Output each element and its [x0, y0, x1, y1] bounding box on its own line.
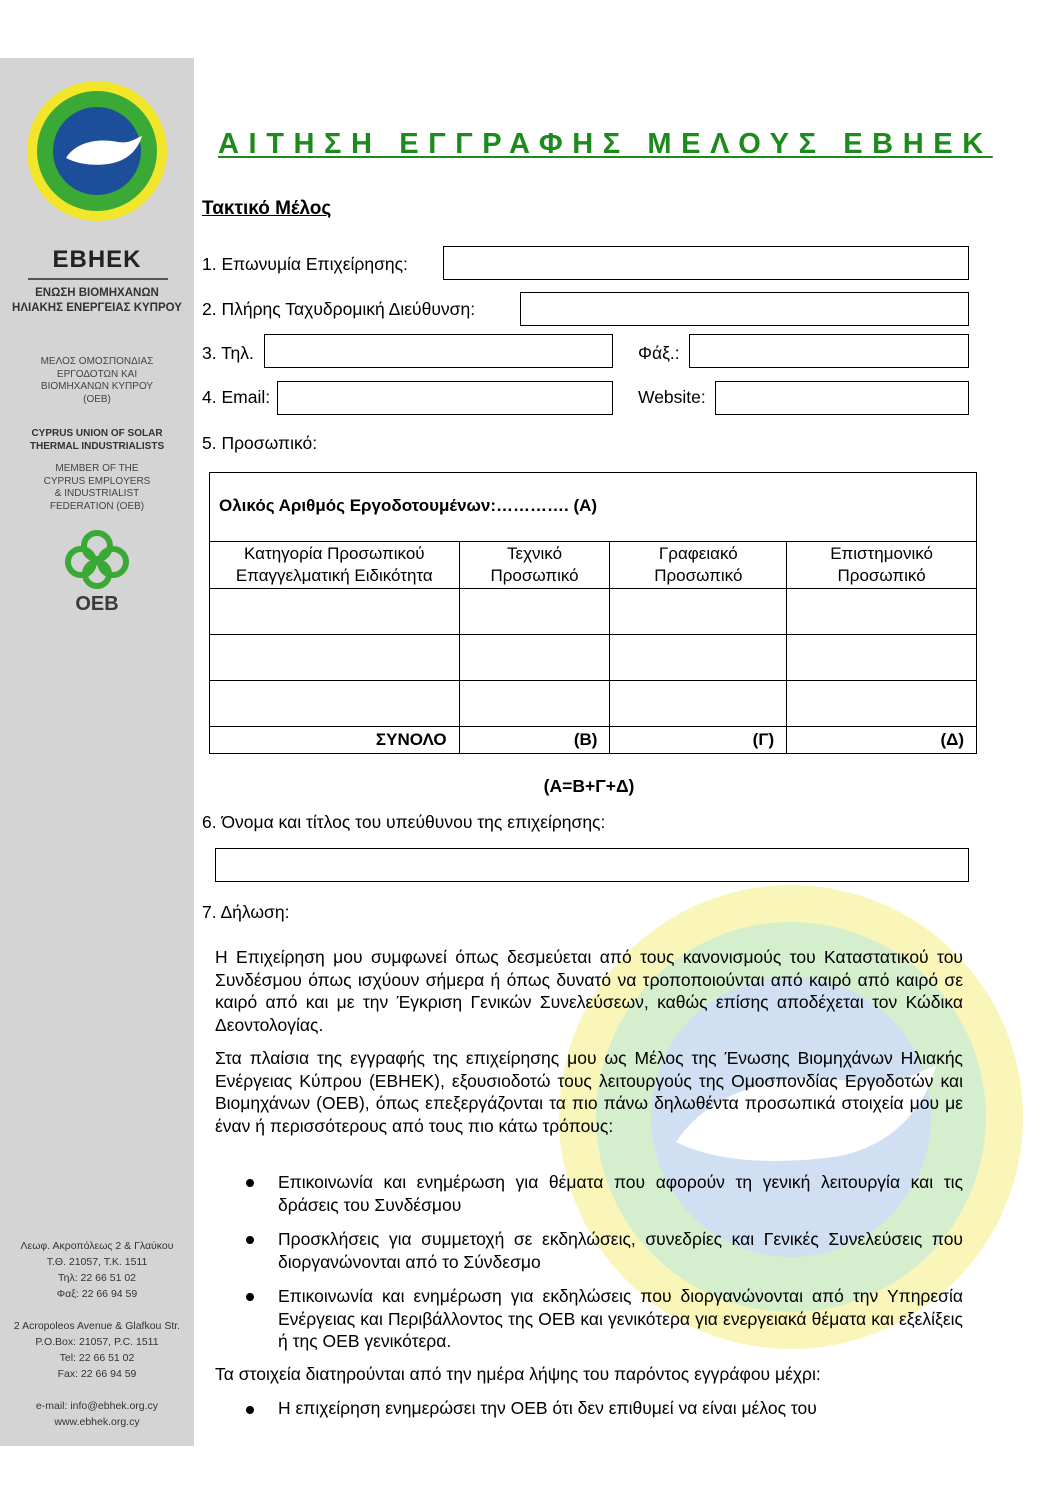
address-line: Λεωφ. Ακροπόλεως 2 & Γλαύκου: [20, 1240, 174, 1252]
declaration-paragraph-1: Η Επιχείρηση μου συμφωνεί όπως δεσμεύεται από τους κανονισμούς του Καταστατικού του Συνδέσμου όπως ισχύουν σήμερα ή όπως δυνατό να τροποποιούνται από καιρό από καιρό σε καιρό από και με την Έγκριση Γενικών Συνελεύσεων, καθώς επίσης αποδέχεται τον Κώδικα Δεοντολογίας.: [215, 947, 963, 1035]
address-line: P.O.Box: 21057, P.C. 1511: [35, 1336, 159, 1348]
postal-address-label: 2. Πλήρης Ταχυδρομική Διεύθυνση:: [202, 299, 476, 319]
total-employees-label: Ολικός Αριθμός Εργοδοτουμένων:…………. (A): [219, 496, 598, 515]
address-line: 2 Acropoleos Avenue & Glafkou Str.: [13, 1320, 181, 1332]
email-label: 4. Email:: [202, 387, 271, 407]
table-row: [210, 589, 977, 635]
table-cell[interactable]: [610, 635, 787, 681]
member-en-line: FEDERATION (OEB): [49, 500, 145, 512]
header-category: Κατηγορία Προσωπικού Επαγγελματική Ειδικότητα: [210, 542, 460, 589]
address-line: Φαξ: 22 66 94 59: [56, 1288, 138, 1300]
membership-english: [0, 463, 194, 513]
total-b-cell[interactable]: (Β): [459, 727, 610, 754]
address-line: Τηλ: 22 66 51 02: [57, 1272, 137, 1284]
table-cell[interactable]: [787, 589, 977, 635]
bullet-icon: [246, 1236, 254, 1244]
responsible-person-label: 6. Όνομα και τίτλος του υπεύθυνου της επιχείρησης:: [202, 812, 606, 832]
org-en-line: CYPRUS UNION OF SOLAR: [31, 428, 163, 439]
address-english: [0, 1318, 194, 1382]
member-gr-line: (ΟΕΒ): [83, 393, 111, 405]
member-en-line: CYPRUS EMPLOYERS: [43, 475, 151, 487]
oeb-logo-icon: [57, 528, 137, 590]
address-line: Fax: 22 66 94 59: [57, 1368, 137, 1380]
staff-label: 5. Προσωπικό:: [202, 433, 318, 453]
staff-table: [209, 541, 977, 754]
table-row: [210, 635, 977, 681]
bullet-icon: [246, 1406, 254, 1414]
contact-info: [0, 1398, 194, 1430]
fax-field[interactable]: [689, 334, 969, 368]
address-line: Tel: 22 66 51 02: [59, 1352, 135, 1364]
form-title: ΑΙΤΗΣΗ ΕΓΓΡΑΦΗΣ ΜΕΛΟΥΣ ΕΒΗΕΚ: [218, 128, 993, 160]
declaration-paragraph-2: Στα πλαίσια της εγγραφής της επιχείρησης μου ως Μέλος της Ένωσης Βιομηχάνων Ηλιακής Ενέργειας Κύπρου (ΕΒΗΕΚ), εξουσιοδοτώ τους λειτουργούς της Ομοσπονδίας Εργοδοτών και Βιομηχάνων (ΟΕΒ), όπως επεξεργάζονται τα πιο πάνω δηλωθέντα προσωπικά στοιχεία μου με έναν ή περισσότερους από τους πιο κάτω τρόπους:: [215, 1048, 963, 1136]
website-link[interactable]: www.ebhek.org.cy: [54, 1416, 140, 1428]
sidebar: [0, 58, 194, 1446]
header-technical: Τεχνικό Προσωπικό: [459, 542, 610, 589]
email-link[interactable]: e-mail: info@ebhek.org.cy: [35, 1400, 159, 1412]
member-en-line: & INDUSTRIALIST: [54, 488, 140, 499]
total-formula: (Α=Β+Γ+Δ): [543, 776, 635, 796]
phone-field[interactable]: [264, 334, 613, 368]
table-row: [210, 681, 977, 727]
membership-type-heading: Τακτικό Μέλος: [202, 198, 332, 219]
table-cell[interactable]: [210, 635, 460, 681]
member-gr-line: ΜΕΛΟΣ ΟΜΟΣΠΟΝΔΙΑΣ: [40, 356, 154, 367]
table-cell[interactable]: [210, 589, 460, 635]
retention-paragraph: Τα στοιχεία διατηρούνται από την ημέρα λήψης του παρόντος εγγράφου μέχρι:: [215, 1364, 821, 1384]
org-english-name: [0, 428, 194, 453]
responsible-person-field[interactable]: [215, 848, 969, 882]
ebhek-logo-icon: [26, 80, 168, 222]
list-item: Προσκλήσεις για συμμετοχή σε εκδηλώσεις, συνεδρίες και Γενικές Συνελεύσεις που διοργανώνονται από το Σύνδεσμο: [278, 1229, 963, 1272]
table-cell[interactable]: [210, 681, 460, 727]
org-en-line: THERMAL INDUSTRIALISTS: [29, 440, 165, 452]
fax-label: Φάξ.:: [638, 343, 680, 363]
member-gr-line: ΒΙΟΜΗΧΑΝΩΝ ΚΥΠΡΟΥ: [40, 381, 154, 392]
address-line: Τ.Θ. 21057, Τ.Κ. 1511: [46, 1256, 148, 1268]
divider: [28, 278, 168, 280]
list-item: Η επιχείρηση ενημερώσει την ΟΕΒ ότι δεν επιθυμεί να είναι μέλος του: [278, 1398, 817, 1418]
bullet-icon: [246, 1179, 254, 1187]
declaration-label: 7. Δήλωση:: [202, 902, 290, 922]
header-office: Γραφειακό Προσωπικό: [610, 542, 787, 589]
table-header-row: [210, 542, 977, 589]
member-gr-line: ΕΡΓΟΔΟΤΩΝ ΚΑΙ: [56, 368, 138, 380]
list-item: Επικοινωνία και ενημέρωση για θέματα που αφορούν τη γενική λειτουργία και τις δράσεις του Συνδέσμου: [278, 1172, 963, 1215]
total-c-cell[interactable]: (Γ): [610, 727, 787, 754]
email-field[interactable]: [277, 381, 613, 415]
website-field[interactable]: [715, 381, 969, 415]
oeb-logo-text: OEB: [75, 593, 119, 615]
table-cell[interactable]: [610, 681, 787, 727]
table-cell[interactable]: [459, 635, 610, 681]
total-d-cell[interactable]: (Δ): [787, 727, 977, 754]
website-label: Website:: [638, 387, 706, 407]
company-name-label: 1. Επωνυμία Επιχείρησης:: [202, 254, 408, 274]
org-full-name: [0, 286, 194, 316]
table-cell[interactable]: [459, 589, 610, 635]
header-scientific: Επιστημονικό Προσωπικό: [787, 542, 977, 589]
member-en-line: MEMBER OF THE: [55, 463, 139, 474]
org-full-line2: ΗΛΙΑΚΗΣ ΕΝΕΡΓΕΙΑΣ ΚΥΠΡΟΥ: [12, 302, 182, 314]
membership-greek: [0, 356, 194, 406]
table-cell[interactable]: [787, 681, 977, 727]
address-greek: [0, 1238, 194, 1302]
table-total-row: [210, 727, 977, 754]
org-full-line1: ΕΝΩΣΗ ΒΙΟΜΗΧΑΝΩΝ: [35, 287, 159, 299]
table-cell[interactable]: [610, 589, 787, 635]
postal-address-field[interactable]: [520, 292, 969, 326]
phone-label: 3. Τηλ.: [202, 343, 254, 363]
table-cell[interactable]: [787, 635, 977, 681]
company-name-field[interactable]: [443, 246, 969, 280]
total-label-cell: ΣΥΝΟΛΟ: [210, 727, 460, 754]
table-cell[interactable]: [459, 681, 610, 727]
bullet-icon: [246, 1293, 254, 1301]
list-item: Επικοινωνία και ενημέρωση για εκδηλώσεις που διοργανώνονται από την Υπηρεσία Ενέργειας και Περιβάλλοντος της ΟΕΒ και γενικότερα για ενεργειακά θέματα και εξελίξεις ή της ΟΕΒ γενικότερα.: [278, 1286, 963, 1351]
org-short-name: ΕΒΗΕΚ: [52, 246, 142, 273]
